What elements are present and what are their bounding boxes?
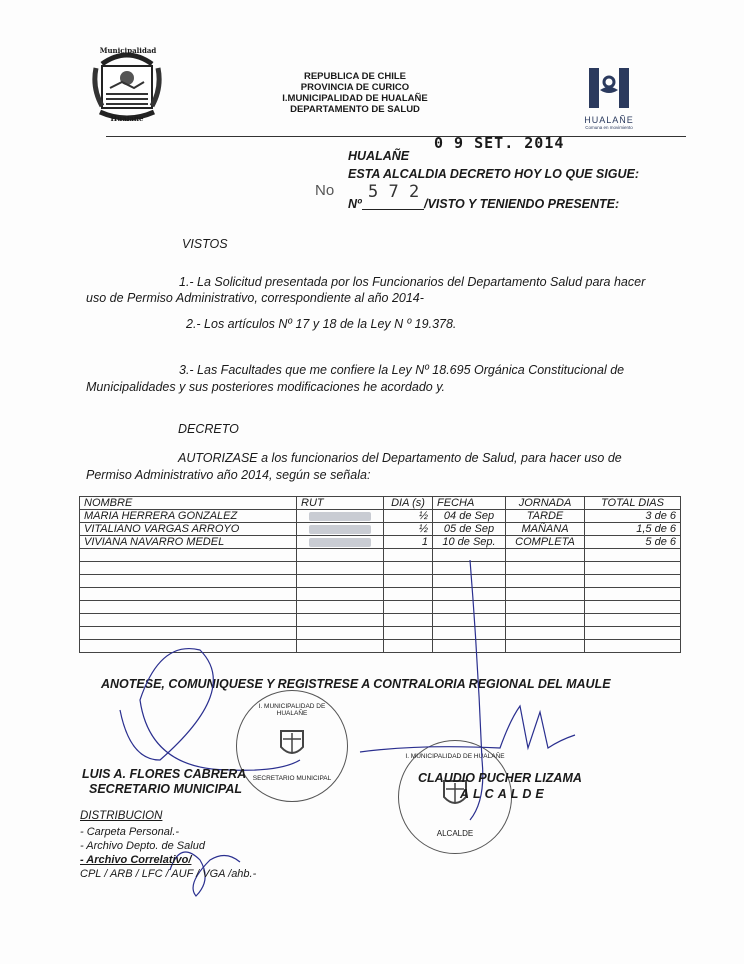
closing-statement: ANOTESE, COMUNIQUESE Y REGISTRESE A CONTRALORIA REGIONAL DEL MAULE <box>101 677 611 691</box>
col-header-fecha: FECHA <box>433 497 506 510</box>
cell-total: 1,5 de 6 <box>585 523 681 536</box>
cell-fecha: 04 de Sep <box>433 510 506 523</box>
cell-jornada: TARDE <box>506 510 585 523</box>
cell-dias: ½ <box>384 510 433 523</box>
paragraph-1-line-2: uso de Permiso Administrativo, correspondiente al año 2014- <box>86 291 424 305</box>
paragraph-3-line-1: 3.- Las Facultades que me confiere la Ley Nº 18.695 Orgánica Constitucional de <box>179 363 625 377</box>
col-header-rut: RUT <box>297 497 384 510</box>
mayor-title: ALCALDE <box>460 787 548 801</box>
decree-intro-line: ESTA ALCALDIA DECRETO HOY LO QUE SIGUE: <box>348 167 639 181</box>
decreto-title: DECRETO <box>178 422 239 436</box>
cell-jornada: COMPLETA <box>506 536 585 549</box>
secretary-stamp-bottom-text: SECRETARIO MUNICIPAL <box>252 775 332 782</box>
org-line-municipality: I.MUNICIPALIDAD DE HUALAÑE <box>282 93 428 104</box>
col-header-jornada: JORNADA <box>506 497 585 510</box>
paragraph-4-line-1: AUTORIZASE a los funcionarios del Departamento de Salud, para hacer uso de <box>178 451 622 465</box>
cell-fecha: 05 de Sep <box>433 523 506 536</box>
number-prefix: Nº <box>348 197 362 211</box>
cell-fecha: 10 de Sep. <box>433 536 506 549</box>
decree-number: 5 7 2 <box>368 182 420 202</box>
col-header-nombre: NOMBRE <box>80 497 297 510</box>
paragraph-1-line-1: 1.- La Solicitud presentada por los Funcionarios del Departamento Salud para hacer <box>179 275 646 289</box>
cell-jornada: MAÑANA <box>506 523 585 536</box>
place-label: HUALAÑE <box>348 149 410 163</box>
secretary-name: LUIS A. FLORES CABRERA <box>82 767 247 781</box>
coat-bottom-text: Hualañe <box>110 114 144 123</box>
cell-dias: 1 <box>384 536 433 549</box>
mayor-stamp-bottom-text: ALCALDE <box>436 829 474 838</box>
date-stamp: 0 9 SET. 2014 <box>434 134 565 152</box>
cell-nombre: VITALIANO VARGAS ARROYO <box>80 523 297 536</box>
cell-nombre: MARIA HERRERA GONZALEZ <box>80 510 297 523</box>
distribution-item: - Carpeta Personal.- <box>80 826 180 838</box>
org-line-province: PROVINCIA DE CURICO <box>300 82 410 93</box>
distribution-item: - Archivo Depto. de Salud <box>80 840 205 852</box>
secretary-title: SECRETARIO MUNICIPAL <box>89 782 243 796</box>
secretary-stamp-top-text: I. MUNICIPALIDAD DE HUALAÑE <box>258 703 326 717</box>
cell-total: 3 de 6 <box>585 510 681 523</box>
cell-dias: ½ <box>384 523 433 536</box>
cell-total: 5 de 6 <box>585 536 681 549</box>
visto-line: /VISTO Y TENIENDO PRESENTE: <box>424 197 620 211</box>
coat-top-text: Municipalidad <box>99 46 157 55</box>
cell-nombre: VIVIANA NAVARRO MEDEL <box>80 536 297 549</box>
org-line-country: REPUBLICA DE CHILE <box>303 71 407 82</box>
mayor-stamp-top-text: I. MUNICIPALIDAD DE HUALAÑE <box>405 753 505 760</box>
vistos-title: VISTOS <box>182 237 228 251</box>
distribution-title: DISTRIBUCION <box>80 810 163 822</box>
distribution-initials: CPL / ARB / LFC / AUF / VGA /ahb.- <box>80 868 257 880</box>
no-stamp: No <box>315 182 335 199</box>
distribution-item: - Archivo Correlativo/ <box>80 854 192 866</box>
org-line-department: DEPARTAMENTO DE SALUD <box>290 104 420 115</box>
col-header-total: TOTAL DIAS <box>585 497 681 510</box>
brand-name: HUALAÑE <box>584 115 634 125</box>
paragraph-4-line-2: Permiso Administrativo año 2014, según se señala: <box>86 468 371 482</box>
mayor-name: CLAUDIO PUCHER LIZAMA <box>418 771 582 785</box>
col-header-dias: DIA (s) <box>384 497 433 510</box>
paragraph-2: 2.- Los artículos Nº 17 y 18 de la Ley N º 19.378. <box>186 317 457 331</box>
paragraph-3-line-2: Municipalidades y sus posteriores modificaciones he acordado y. <box>86 380 445 394</box>
brand-tagline: Comuna en movimiento <box>585 125 633 130</box>
